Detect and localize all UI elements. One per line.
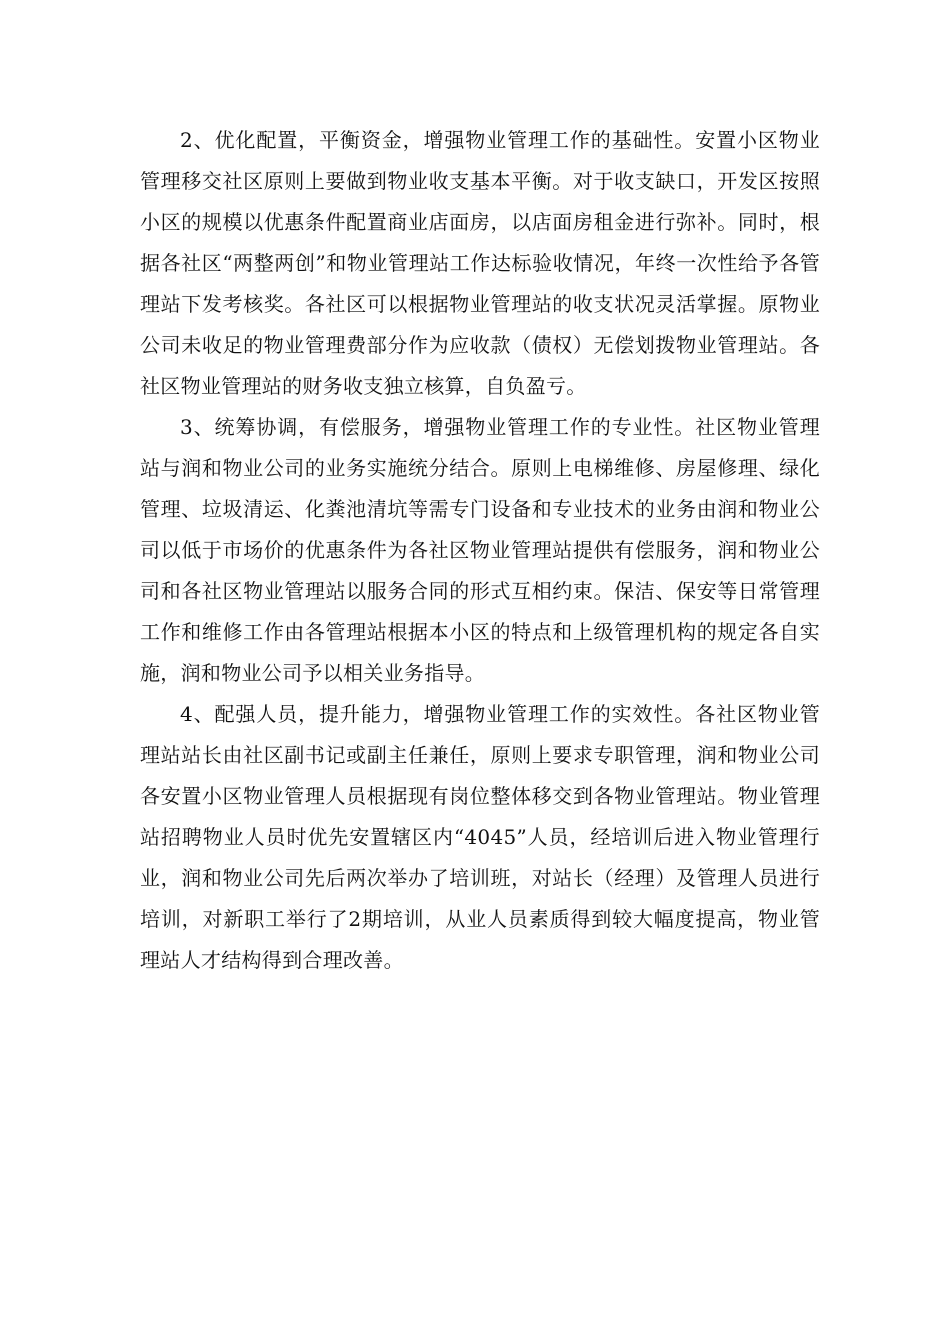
paragraph-3-coordination-services: 3、统筹协调，有偿服务，增强物业管理工作的专业性。社区物业管理站与润和物业公司的业务实施统分结合。原则上电梯维修、房屋修理、绿化管理、垃圾清运、化粪池清坑等需专门设备和专业技术的业务由润和物业公司以低于市场价的优惠条件为各社区物业管理站提供有偿服务，润和物业公司和各社区物业管理站以服务合同的形式互相约束。保洁、保安等日常管理工作和维修工作由各管理站根据本小区的特点和上级管理机构的规定各自实施，润和物业公司予以相关业务指导。 bbox=[140, 415, 820, 685]
document-body bbox=[140, 120, 820, 981]
paragraph-2-resource-allocation: 2、优化配置，平衡资金，增强物业管理工作的基础性。安置小区物业管理移交社区原则上要做到物业收支基本平衡。对于收支缺口，开发区按照小区的规模以优惠条件配置商业店面房，以店面房租金进行弥补。同时，根据各社区“两整两创”和物业管理站工作达标验收情况，年终一次性给予各管理站下发考核奖。各社区可以根据物业管理站的收支状况灵活掌握。原物业公司未收足的物业管理费部分作为应收款（债权）无偿划拨物业管理站。各社区物业管理站的财务收支独立核算，自负盈亏。 bbox=[140, 128, 820, 398]
paragraph-4-staffing: 4、配强人员，提升能力，增强物业管理工作的实效性。各社区物业管理站站长由社区副书记或副主任兼任，原则上要求专职管理，润和物业公司各安置小区物业管理人员根据现有岗位整体移交到各物业管理站。物业管理站招聘物业人员时优先安置辖区内“4045”人员，经培训后进入物业管理行业，润和物业公司先后两次举办了培训班，对站长（经理）及管理人员进行培训，对新职工举行了2期培训，从业人员素质得到较大幅度提高，物业管理站人才结构得到合理改善。 bbox=[140, 702, 820, 972]
